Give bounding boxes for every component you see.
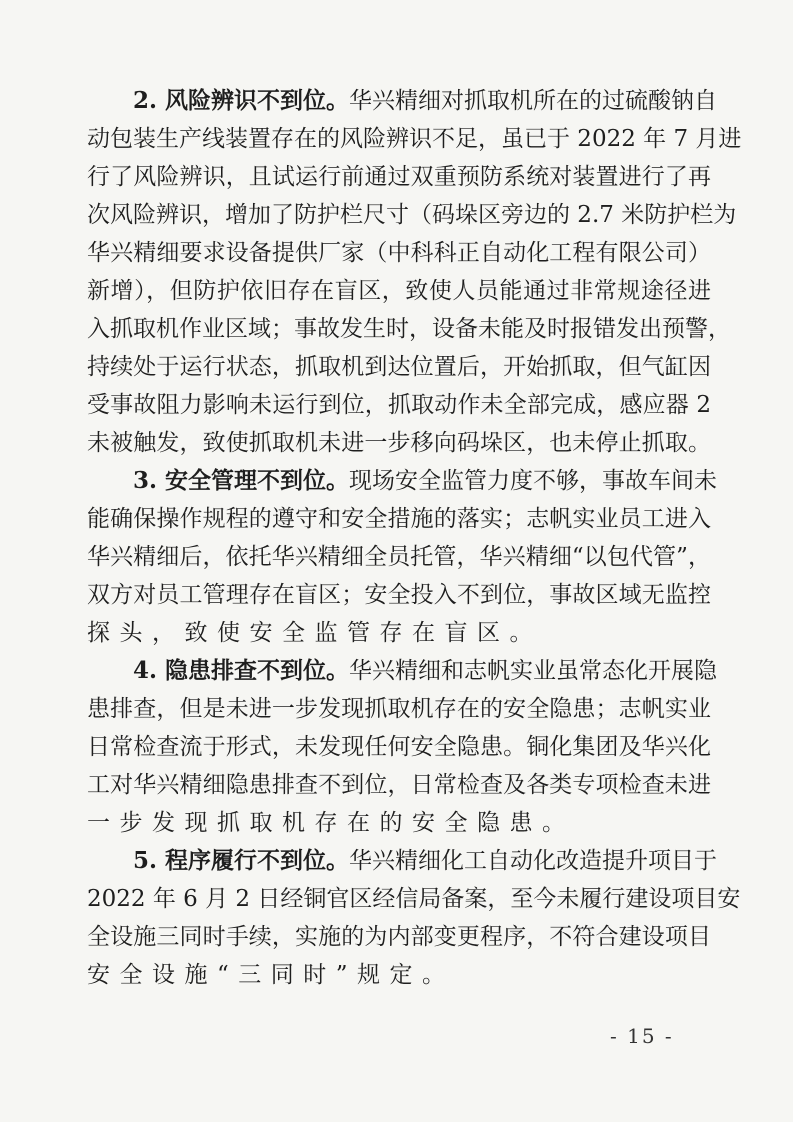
text-line [87,690,711,728]
line-text: 华兴精细后，依托华兴精细全员托管，华兴精细“以包代管”， [87,544,711,570]
paragraph [87,82,742,462]
text-line [87,614,711,652]
line-text: 华兴精细对抓取机所在的过硫酸钠自 [349,88,718,114]
text-line [87,880,741,918]
paragraph-heading: 2. 风险辨识不到位。 [133,87,350,114]
page-number: - 15 - [610,1024,674,1048]
text-line [87,728,711,766]
text-line [87,538,711,576]
line-text: 持续处于运行状态，抓取机到达位置后，开始抓取，但气缸因 [87,354,711,380]
text-line [87,310,731,348]
text-line [87,576,711,614]
text-line [87,956,711,994]
line-text: 新增），但防护依旧存在盲区，致使人员能通过非常规途径进 [87,278,711,304]
text-line [87,918,711,956]
paragraph-heading: 5. 程序履行不到位。 [133,847,350,874]
text-line [87,82,718,120]
line-text: 工对华兴精细隐患排查不到位，日常检查及各类专项检查未进 [87,772,711,798]
line-text: 华兴精细要求设备提供厂家（中科科正自动化工程有限公司） [87,240,711,266]
line-text: 双方对员工管理存在盲区；安全投入不到位，事故区域无监控 [87,582,711,608]
paragraph [87,462,718,652]
line-text: 日常检查流于形式，未发现任何安全隐患。铜化集团及华兴化 [87,734,711,760]
line-text: 能确保操作规程的遵守和安全措施的落实；志帆实业员工进入 [87,506,711,532]
line-text: 受事故阻力影响未运行到位，抓取动作未全部完成，感应器 2 [87,392,711,418]
line-text: 2022 年 6 月 2 日经铜官区经信局备案，至今未履行建设项目安 [87,886,741,912]
text-line [87,158,711,196]
text-line [87,462,718,500]
text-line [87,424,711,462]
paragraph [87,842,741,994]
line-text: 一步发现抓取机存在的安全隐患。 [87,810,575,836]
line-text: 探头，致使安全监管存在盲区。 [87,620,542,646]
line-text: 行了风险辨识，且试运行前通过双重预防系统对装置进行了再 [87,164,711,190]
line-text: 未被触发，致使抓取机未进一步移向码垛区，也未停止抓取。 [87,430,711,456]
text-line [87,804,711,842]
paragraph [87,652,718,842]
text-line [87,196,737,234]
line-text: 华兴精细和志帆实业虽常态化开展隐 [349,658,718,684]
line-text: 现场安全监管力度不够，事故车间未 [349,468,718,494]
line-text: 动包装生产线装置存在的风险辨识不足，虽已于 2022 年 7 月进 [87,126,742,152]
line-text: 次风险辨识，增加了防护栏尺寸（码垛区旁边的 2.7 米防护栏为 [87,202,737,228]
text-line [87,500,711,538]
line-text: 华兴精细化工自动化改造提升项目于 [349,848,718,874]
text-line [87,348,711,386]
line-text: 安全设施“三同时”规定。 [87,962,455,988]
paragraph-heading: 4. 隐患排查不到位。 [133,657,350,684]
text-line [87,766,711,804]
text-line [87,234,711,272]
text-line [87,842,718,880]
text-line [87,272,711,310]
line-text: 全设施三同时手续，实施的为内部变更程序，不符合建设项目 [87,924,711,950]
line-text: 患排查，但是未进一步发现抓取机存在的安全隐患；志帆实业 [87,696,711,722]
document-body [87,82,742,994]
text-line [87,386,711,424]
line-text: 入抓取机作业区域；事故发生时，设备未能及时报错发出预警， [87,316,731,342]
text-line [87,120,742,158]
text-line [87,652,718,690]
paragraph-heading: 3. 安全管理不到位。 [133,467,350,494]
